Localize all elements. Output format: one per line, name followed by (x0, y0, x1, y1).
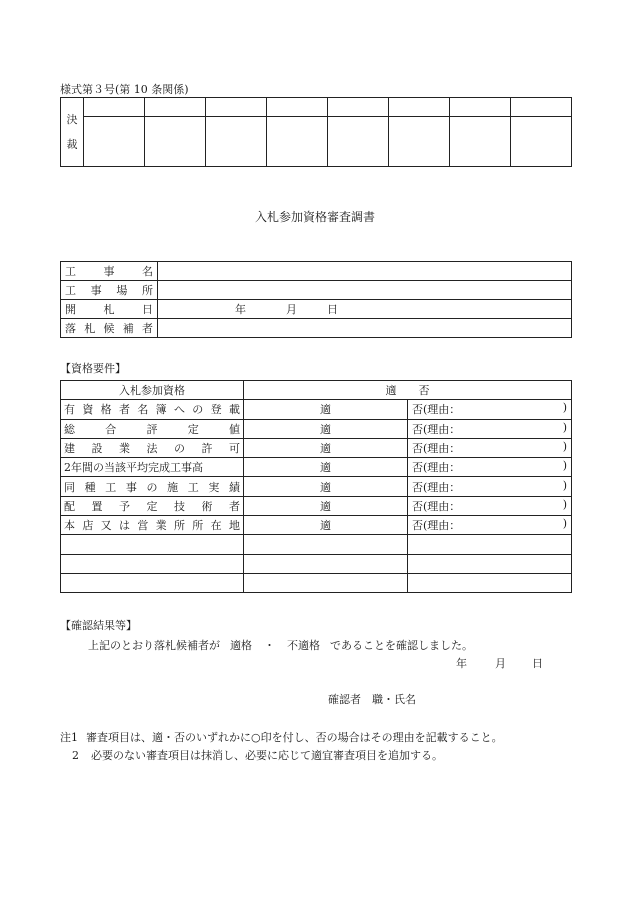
note-2-text: 必要のない審査項目は抹消し、必要に応じて適宜審査項目を追加する。 (91, 749, 443, 762)
approval-stamp-cell[interactable] (511, 117, 572, 167)
info-label (61, 319, 158, 338)
requirement-item-char: 合 (105, 422, 117, 436)
requirement-ng-reason[interactable] (408, 458, 572, 477)
requirement-item-char: 在 (210, 519, 222, 533)
blank-cell[interactable] (61, 554, 244, 573)
info-row-project (61, 262, 572, 281)
approval-stamp-cell[interactable] (206, 117, 267, 167)
info-value-field[interactable] (158, 281, 572, 300)
approval-stamp-cell[interactable] (145, 117, 206, 167)
info-row-location (61, 281, 572, 300)
label-char: 候 (103, 322, 115, 335)
requirement-item-char: 又 (100, 519, 112, 533)
reason-close: ) (562, 497, 567, 511)
requirement-ok-option[interactable]: 適 (244, 419, 408, 438)
option-separator: ・ (264, 639, 275, 652)
requirement-item-char: 業 (155, 519, 167, 533)
approval-label-char: 裁 (66, 138, 78, 151)
requirement-item (61, 458, 244, 477)
requirement-ok-option[interactable]: 適 (244, 516, 408, 535)
label-char: 場 (116, 284, 128, 297)
requirement-item-char: 配 (64, 499, 75, 513)
document-title: 入札参加資格審査調書 (254, 210, 375, 224)
requirement-item-char: は (118, 519, 130, 533)
requirement-ok-option[interactable]: 適 (244, 458, 408, 477)
requirement-item-char: 載 (228, 403, 240, 417)
approval-stamp-cell[interactable] (328, 117, 389, 167)
requirements-section-label: 【資格要件】 (60, 362, 126, 375)
requirement-item-char: の (146, 480, 158, 494)
blank-cell[interactable] (244, 554, 408, 573)
requirement-item-char: 営 (137, 519, 149, 533)
requirement-ok-option[interactable]: 適 (244, 496, 408, 515)
requirement-item-char: 術 (201, 499, 213, 513)
requirement-item-char: 資 (82, 403, 94, 417)
info-row-opening-date (61, 300, 572, 319)
option-fail[interactable]: 不適格 (287, 639, 320, 652)
blank-requirement-row (61, 573, 572, 592)
requirement-row (61, 458, 572, 477)
form-number: 様式第３号(第 10 条関係) (60, 83, 189, 96)
reason-close: ) (562, 401, 567, 415)
requirement-item (61, 477, 244, 496)
date-month-label: 月 (286, 303, 297, 316)
approval-stamp-cell[interactable] (267, 117, 328, 167)
requirement-item-char: 績 (229, 480, 240, 494)
label-char: 工 (65, 284, 76, 297)
requirement-item-char: 者 (229, 499, 240, 513)
label-char: 札 (84, 322, 96, 335)
requirement-ok-option[interactable]: 適 (244, 438, 408, 457)
requirement-row (61, 419, 572, 438)
note-2-label: 2 (72, 749, 79, 762)
label-char: 事 (90, 284, 102, 297)
requirement-item-char: 店 (82, 519, 94, 533)
label-char: 工 (65, 265, 76, 278)
approval-header-cell (84, 98, 145, 117)
requirement-item-char: 業 (119, 442, 130, 456)
approval-stamp-cell[interactable] (450, 117, 511, 167)
approval-header-cell (267, 98, 328, 117)
date-year-label: 年 (456, 657, 467, 670)
info-value-field[interactable] (158, 262, 572, 281)
reason-label: 否(理由： (412, 403, 461, 417)
requirement-item-char: 予 (119, 499, 130, 513)
blank-cell[interactable] (408, 554, 572, 573)
approval-header-cell (328, 98, 389, 117)
requirement-item-char: の (174, 442, 185, 456)
requirement-item-char: 総 (64, 422, 75, 436)
blank-requirement-row (61, 554, 572, 573)
label-char: 補 (122, 322, 134, 335)
requirement-item-char: 名 (137, 403, 149, 417)
statement-suffix: であることを確認しました。 (330, 639, 473, 652)
requirement-ng-reason[interactable] (408, 477, 572, 496)
reason-close: ) (562, 440, 567, 454)
requirement-ng-reason[interactable] (408, 516, 572, 535)
confirmer-label: 確認者 職・氏名 (328, 693, 416, 706)
requirement-item-char: 値 (229, 422, 240, 436)
approval-header-cell (511, 98, 572, 117)
info-date-field[interactable] (158, 300, 572, 319)
blank-cell[interactable] (408, 573, 572, 592)
requirement-row (61, 516, 572, 535)
reason-close: ) (562, 517, 567, 531)
note-1-text: 審査項目は、適・否のいずれかに○印を付し、否の場合はその理由を記載すること。 (86, 731, 503, 744)
requirement-item-char: 本 (64, 519, 75, 533)
header-qualification: 入札参加資格 (61, 381, 244, 400)
approval-header-cell (450, 98, 511, 117)
info-label (61, 262, 158, 281)
reason-label: 否(理由： (412, 442, 461, 456)
note-2 (72, 747, 443, 763)
approval-header-cell (206, 98, 267, 117)
header-result: 適 否 (244, 381, 572, 400)
requirement-item-char: 可 (229, 442, 240, 456)
blank-cell[interactable] (61, 535, 244, 554)
info-row-candidate (61, 319, 572, 338)
requirement-ng-reason[interactable] (408, 400, 572, 419)
confirmation-section-label: 【確認結果等】 (60, 619, 137, 632)
requirement-item (61, 438, 244, 457)
blank-cell[interactable] (408, 535, 572, 554)
info-label (61, 300, 158, 319)
approval-stamp-cell[interactable] (389, 117, 450, 167)
reason-close: ) (562, 420, 567, 434)
blank-cell[interactable] (244, 573, 408, 592)
note-1-label: 注1 (60, 731, 78, 744)
reason-close: ) (562, 478, 567, 492)
requirement-ng-reason[interactable] (408, 496, 572, 515)
requirement-row (61, 496, 572, 515)
blank-cell[interactable] (244, 535, 408, 554)
requirement-item-char: 技 (174, 499, 185, 513)
blank-cell[interactable] (61, 573, 244, 592)
requirement-item (61, 516, 244, 535)
label-char: 札 (103, 303, 115, 316)
requirement-item-char: 定 (146, 499, 158, 513)
info-value-field[interactable] (158, 319, 572, 338)
requirement-item-char: 設 (91, 442, 103, 456)
statement-prefix: 上記のとおり落札候補者が (88, 639, 220, 652)
label-char: 者 (142, 322, 153, 335)
info-label (61, 281, 158, 300)
info-table (60, 261, 572, 338)
requirement-item (61, 496, 244, 515)
requirement-item-char: 法 (146, 442, 158, 456)
requirement-item-char: 定 (187, 422, 199, 436)
requirement-item-char: 登 (210, 403, 222, 417)
reason-label: 否(理由： (412, 480, 461, 494)
reason-label: 否(理由： (412, 461, 461, 475)
date-month-label: 月 (495, 657, 506, 670)
requirement-item-char: の (192, 403, 204, 417)
requirement-item-char: 評 (146, 422, 158, 436)
approval-stamp-cell[interactable] (84, 117, 145, 167)
requirement-item-char: 工 (105, 480, 117, 494)
label-char: 落 (65, 322, 76, 335)
requirement-ok-option[interactable]: 適 (244, 477, 408, 496)
requirement-ng-reason[interactable] (408, 419, 572, 438)
requirement-item-char: 工 (187, 480, 199, 494)
approval-label-char: 決 (66, 113, 78, 126)
requirement-item-char: 施 (167, 480, 179, 494)
requirement-item-char: 置 (91, 499, 103, 513)
requirement-item-char: 事 (125, 480, 137, 494)
requirement-item-char: 建 (64, 442, 75, 456)
label-char: 名 (142, 265, 153, 278)
note-1 (60, 729, 503, 745)
requirement-item-char: 地 (228, 519, 240, 533)
requirement-item-char: 所 (173, 519, 185, 533)
requirement-item-char: 簿 (155, 403, 167, 417)
requirement-item (61, 419, 244, 438)
requirement-item-char: 種 (84, 480, 96, 494)
approval-table (60, 97, 572, 167)
reason-close: ) (562, 459, 567, 473)
option-pass[interactable]: 適格 (230, 639, 252, 652)
requirement-item-char: へ (173, 403, 185, 417)
confirmation-statement (88, 637, 473, 653)
requirement-ng-reason[interactable] (408, 438, 572, 457)
requirement-row (61, 477, 572, 496)
requirement-row (61, 400, 572, 419)
requirement-item-char: 格 (100, 403, 112, 417)
confirmation-date (456, 655, 543, 671)
label-char: 日 (142, 303, 153, 316)
reason-label: 否(理由： (412, 499, 461, 513)
requirement-item-char: 者 (118, 403, 130, 417)
requirement-row (61, 438, 572, 457)
approval-header-cell (389, 98, 450, 117)
requirement-item-char: 実 (208, 480, 220, 494)
reason-label: 否(理由： (412, 422, 461, 436)
requirement-item-char: 有 (64, 403, 75, 417)
approval-header-cell (145, 98, 206, 117)
requirement-item (61, 400, 244, 419)
requirements-header-row (61, 381, 572, 400)
reason-label: 否(理由： (412, 519, 461, 533)
blank-requirement-row (61, 535, 572, 554)
requirement-item-char: 許 (201, 442, 213, 456)
approval-label (61, 98, 84, 167)
requirement-item-char: 2年間の当該平均完成工事高 (64, 461, 203, 475)
label-char: 所 (141, 284, 153, 297)
requirement-item-char: 同 (64, 480, 75, 494)
date-day-label: 日 (327, 303, 338, 316)
requirement-item-char: 所 (192, 519, 204, 533)
label-char: 開 (65, 303, 76, 316)
date-year-label: 年 (235, 303, 246, 316)
date-day-label: 日 (532, 657, 543, 670)
requirements-table (60, 380, 572, 593)
requirement-ok-option[interactable]: 適 (244, 400, 408, 419)
label-char: 事 (103, 265, 115, 278)
